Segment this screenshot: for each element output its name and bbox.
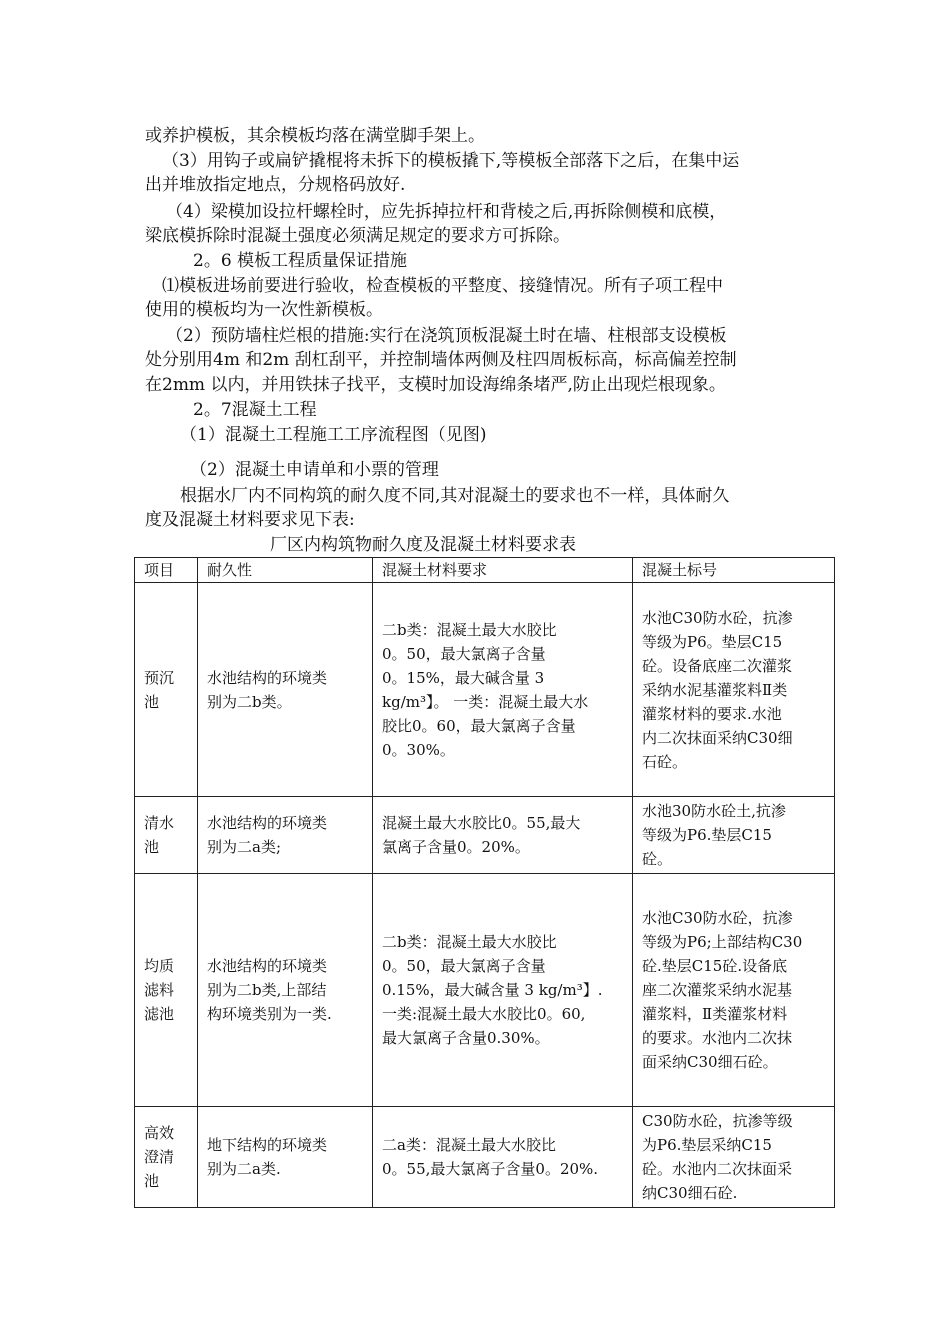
- paragraph-line: （3）用钩子或扁铲撬棍将未拆下的模板撬下,等模板全部落下之后，在集中运: [162, 151, 740, 171]
- table-caption: 厂区内构筑物耐久度及混凝土材料要求表: [270, 535, 576, 555]
- cell-material: 二b类：混凝土最大水胶比 0。50，最大氯离子含量 0。15%，最大碱含量 3 kg/m³】。 一类：混凝土最大水 胶比0。60，最大氯离子含量 0。30%。: [373, 583, 633, 797]
- paragraph-line: 根据水厂内不同构筑的耐久度不同,其对混凝土的要求也不一样，具体耐久: [180, 486, 730, 506]
- table-row: [135, 874, 835, 1107]
- paragraph-line: 使用的模板均为一次性新模板。: [145, 300, 383, 320]
- cell-durability: 地下结构的环境类 别为二a类.: [198, 1107, 373, 1208]
- table-header-row: [135, 558, 835, 583]
- header-grade: 混凝土标号: [633, 558, 835, 583]
- paragraph-line: （4）梁模加设拉杆螺栓时，应先拆掉拉杆和背棱之后,再拆除侧模和底模，: [166, 202, 727, 222]
- cell-durability: 水池结构的环境类 别为二a类;: [198, 797, 373, 874]
- table-row: [135, 797, 835, 874]
- cell-durability: 水池结构的环境类 别为二b类。: [198, 583, 373, 797]
- cell-item: 预沉 池: [135, 583, 198, 797]
- section-heading: 2。7混凝土工程: [193, 400, 317, 420]
- paragraph-line: 出并堆放指定地点，分规格码放好.: [145, 175, 406, 195]
- paragraph-line: （2）预防墙柱烂根的措施:实行在浇筑顶板混凝土时在墙、柱根部支设模板: [166, 326, 727, 346]
- cell-material: 二b类：混凝土最大水胶比 0。50，最大氯离子含量 0.15%，最大碱含量 3 kg/m³】. 一类:混凝土最大水胶比0。60, 最大氯离子含量0.30%。: [373, 874, 633, 1107]
- header-material: 混凝土材料要求: [373, 558, 633, 583]
- paragraph-line: 梁底模拆除时混凝土强度必须满足规定的要求方可拆除。: [145, 226, 570, 246]
- paragraph-line: ⑴模板进场前要进行验收，检查模板的平整度、接缝情况。所有子项工程中: [162, 276, 723, 296]
- paragraph-line: （1）混凝土工程施工工序流程图（见图): [180, 425, 487, 445]
- header-durability: 耐久性: [198, 558, 373, 583]
- table-row: [135, 583, 835, 797]
- cell-grade: 水池30防水砼土,抗渗 等级为P6.垫层C15 砼。: [633, 797, 835, 874]
- cell-grade: C30防水砼，抗渗等级 为P6.垫层采纳C15 砼。水池内二次抹面采 纳C30细石砼.: [633, 1107, 835, 1208]
- cell-item: 高效 澄清 池: [135, 1107, 198, 1208]
- cell-durability: 水池结构的环境类 别为二b类,上部结 构环境类别为一类.: [198, 874, 373, 1107]
- paragraph-line: 或养护模板，其余模板均落在满堂脚手架上。: [145, 126, 485, 146]
- durability-table: [134, 557, 835, 1208]
- cell-item: 清水 池: [135, 797, 198, 874]
- cell-grade: 水池C30防水砼，抗渗 等级为P6。垫层C15 砼。设备底座二次灌浆 采纳水泥基灌浆料Ⅱ类 灌浆材料的要求.水池 内二次抹面采纳C30细 石砼。: [633, 583, 835, 797]
- table-row: [135, 1107, 835, 1208]
- section-heading: 2。6 模板工程质量保证措施: [193, 251, 408, 271]
- cell-material: 二a类：混凝土最大水胶比 0。55,最大氯离子含量0。20%.: [373, 1107, 633, 1208]
- paragraph-line: 度及混凝土材料要求见下表:: [145, 510, 355, 530]
- paragraph-line: （2）混凝土申请单和小票的管理: [190, 460, 439, 480]
- cell-grade: 水池C30防水砼，抗渗 等级为P6;上部结构C30 砼.垫层C15砼.设备底 座二次灌浆采纳水泥基 灌浆料，Ⅱ类灌浆材料 的要求。水池内二次抹 面采纳C30细石砼。: [633, 874, 835, 1107]
- paragraph-line: 处分别用4m 和2m 刮杠刮平，并控制墙体两侧及柱四周板标高，标高偏差控制: [145, 350, 737, 370]
- cell-item: 均质 滤料 滤池: [135, 874, 198, 1107]
- paragraph-line: 在2mm 以内，并用铁抹子找平，支模时加设海绵条堵严,防止出现烂根现象。: [145, 375, 726, 395]
- header-item: 项目: [135, 558, 198, 583]
- cell-material: 混凝土最大水胶比0。55,最大 氯离子含量0。20%。: [373, 797, 633, 874]
